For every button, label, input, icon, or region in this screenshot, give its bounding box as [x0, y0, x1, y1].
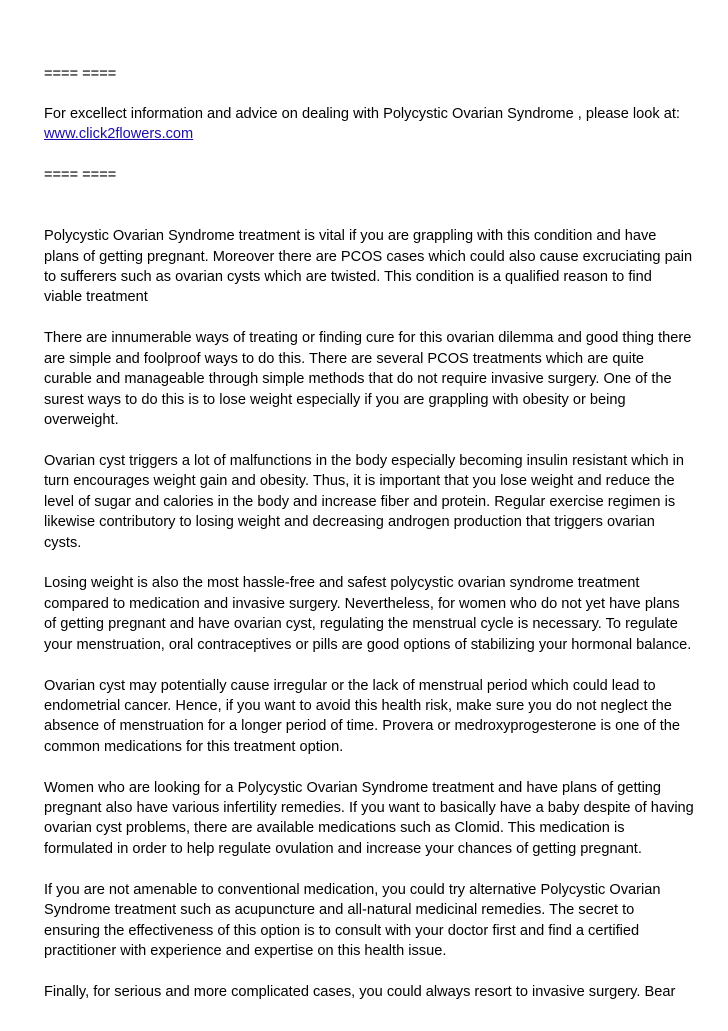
- paragraph: Ovarian cyst triggers a lot of malfunctions in the body especially becoming insulin resistant which in turn encourages weight gain and obesity. Thus, it is important that you lose weight and reduce the level of sugar and calories in the body and increase fiber and protein. Regular exercise regimen is likewise contributory to losing weight and decreasing androgen production that triggers ovarian cysts.: [44, 452, 685, 551]
- document-page: [44, 64, 694, 1023]
- paragraph: Women who are looking for a Polycystic Ovarian Syndrome treatment and have plans of getting pregnant also have various infertility remedies. If you want to basically have a baby despite of having ovarian cyst problems, there are available medications such as Clomid. This medication is formulated in order to help regulate ovulation and increase your chances of getting pregnant.: [44, 779, 694, 857]
- paragraph: Ovarian cyst may potentially cause irregular or the lack of menstrual period which could lead to endometrial cancer. Hence, if you want to avoid this health risk, make sure you do not neglect the absence of menstruation for a longer period of time. Provera or medroxyprogesterone is one of the common medications for this treatment option.: [44, 677, 680, 755]
- paragraph: Polycystic Ovarian Syndrome treatment is vital if you are grappling with this condition and have plans of getting pregnant. Moreover there are PCOS cases which could also cause excruciating pain to sufferers such as ovarian cysts which are twisted. This condition is a qualified reason to find viable treatment: [44, 228, 693, 306]
- intro-block: [44, 104, 694, 145]
- separator-top: ==== ====: [44, 66, 117, 82]
- article-body: [44, 226, 694, 1002]
- separator-bottom: ==== ====: [44, 166, 117, 183]
- paragraph: There are innumerable ways of treating or finding cure for this ovarian dilemma and good thing there are simple and foolproof ways to do this. There are several PCOS treatments which are quite curable and manageable through simple methods that do not require invasive surgery. One of the surest ways to do this is to lose weight especially if you are grappling with obesity or being overweight.: [44, 330, 692, 428]
- paragraph: Finally, for serious and more complicated cases, you could always resort to invasive surgery. Bear: [44, 983, 676, 1000]
- intro-text: For excellect information and advice on dealing with Polycystic Ovarian Syndrome , please look at:: [44, 106, 680, 122]
- paragraph: Losing weight is also the most hassle-free and safest polycystic ovarian syndrome treatment compared to medication and invasive surgery. Nevertheless, for women who do not yet have plans of getting pregnant and have ovarian cyst, regulating the menstrual cycle is necessary. To regulate your menstruation, oral contraceptives or pills are good options of stabilizing your hormonal balance.: [44, 575, 692, 653]
- click2flowers-link[interactable]: www.click2flowers.com: [44, 126, 194, 143]
- paragraph: If you are not amenable to conventional medication, you could try alternative Polycystic Ovarian Syndrome treatment such as acupuncture and all-natural medicinal remedies. The secret to ensuring the effectiveness of this option is to consult with your doctor first and find a certified practitioner with experience and expertise on this health issue.: [44, 881, 661, 959]
